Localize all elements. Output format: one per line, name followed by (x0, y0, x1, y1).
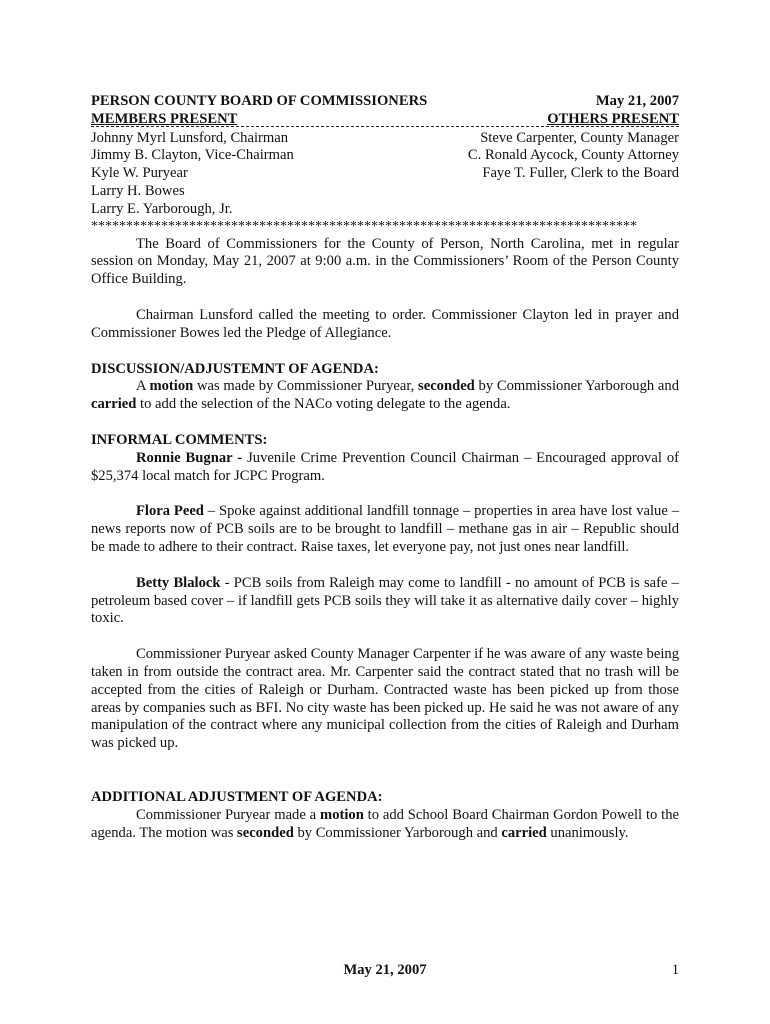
other-item: Steve Carpenter, County Manager (480, 129, 679, 146)
meeting-date: May 21, 2007 (595, 93, 679, 109)
agenda-motion-paragraph: A motion was made by Commissioner Puryear, seconded by Commissioner Yarborough and carried to add the selection of the NACo voting delegate to the agenda. (91, 378, 679, 413)
member-item: Johnny Myrl Lunsford, Chairman (91, 129, 288, 146)
puryear-question-paragraph: Commissioner Puryear asked County Manager Carpenter if he was aware of any waste being taken in from outside the contract area. Mr. Carpenter said the contract stated that no trash will be accepted from the cities of Raleigh or Durham. Contracted waste has been picked up from those areas by companies such as BFI. No city waste has been picked up. He said he was not aware of any manipulation of the contract where any municipal collection from the cities of Raleigh and Durham was picked up. (91, 646, 679, 752)
attendance-lists (91, 130, 679, 219)
additional-motion-paragraph: Commissioner Puryear made a motion to add School Board Chairman Gordon Powell to the agenda. The motion was seconded by Commissioner Yarborough and carried unanimously. (91, 806, 679, 841)
others-list (468, 130, 679, 219)
informal-comments-heading: INFORMAL COMMENTS: (91, 431, 268, 448)
others-present-heading: OTHERS PRESENT (547, 110, 679, 127)
members-present-heading: MEMBERS PRESENT (91, 110, 238, 127)
member-item: Larry E. Yarborough, Jr. (91, 200, 233, 217)
member-item: Jimmy B. Clayton, Vice-Chairman (91, 147, 294, 164)
other-item: C. Ronald Aycock, County Attorney (467, 147, 679, 164)
comment-blalock: Betty Blalock - PCB soils from Raleigh may come to landfill - no amount of PCB is safe – petroleum based cover – if landfill gets PCB soils they will take it as alternative daily cover – highly toxic. (91, 574, 679, 627)
minutes-body (91, 93, 679, 842)
header-row (91, 93, 679, 111)
other-item: Faye T. Fuller, Clerk to the Board (482, 165, 679, 182)
intro-paragraph: The Board of Commissioners for the County of Person, North Carolina, met in regular session on Monday, May 21, 2007 at 9:00 a.m. in the Commissioners’ Room of the Person County Office Building. (91, 235, 679, 288)
comment-peed: Flora Peed – Spoke against additional landfill tonnage – properties in area have lost value – news reports now of PCB soils are to be brought to landfill – methane gas in air – Republic should be made to adhere to their contract. Raise taxes, let everyone pay, not just ones near landfill. (91, 503, 679, 555)
agenda-heading: DISCUSSION/ADJUSTEMNT OF AGENDA: (91, 360, 379, 377)
asterisk-separator: ****************************************************************************** (91, 219, 637, 234)
comment-bugnar: Ronnie Bugnar - Juvenile Crime Prevention Council Chairman – Encouraged approval of $25,374 local match for JCPC Program. (91, 449, 679, 484)
additional-adjustment-heading: ADDITIONAL ADJUSTMENT OF AGENDA: (91, 788, 383, 805)
page-number: 1 (671, 962, 679, 978)
member-item: Larry H. Bowes (91, 182, 185, 199)
members-list (91, 130, 294, 219)
org-title: PERSON COUNTY BOARD OF COMMISSIONERS (91, 93, 428, 109)
footer-date: May 21, 2007 (343, 962, 427, 978)
member-item: Kyle W. Puryear (91, 165, 188, 182)
call-to-order-paragraph: Chairman Lunsford called the meeting to order. Commissioner Clayton led in prayer and Commissioner Bowes led the Pledge of Allegiance. (91, 306, 679, 341)
